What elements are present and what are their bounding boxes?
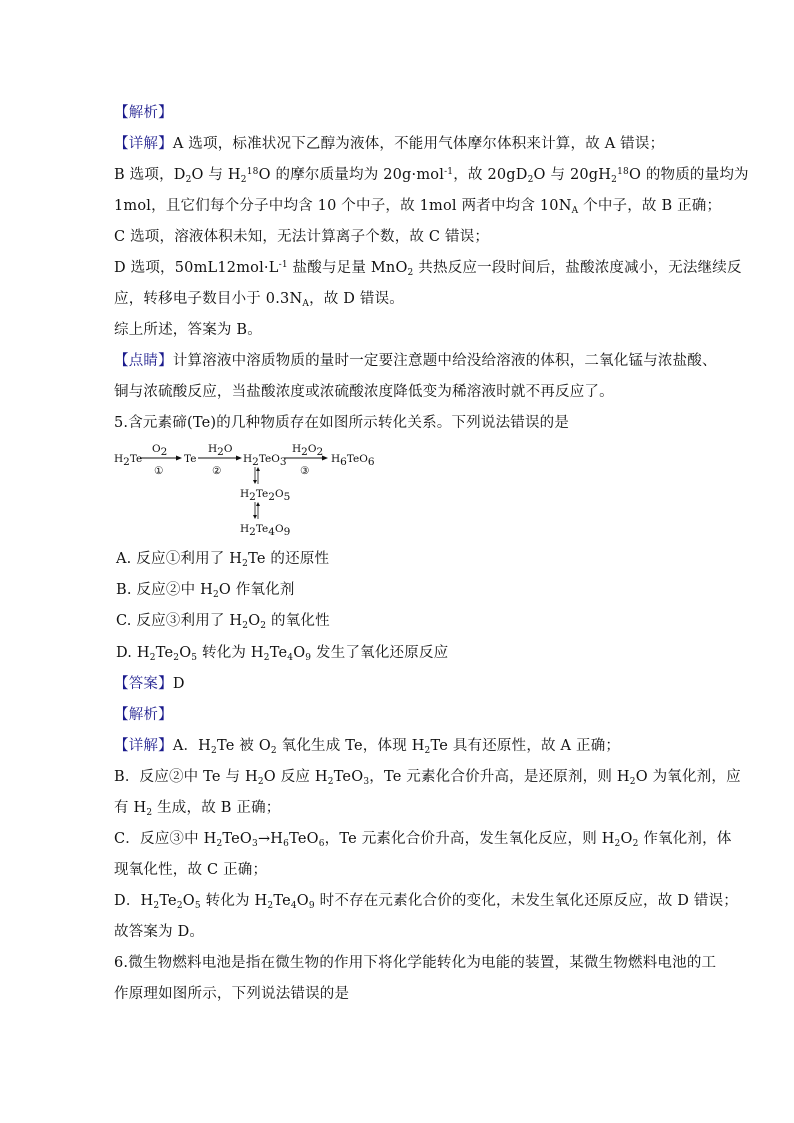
question-6-stem-1: 6.微生物燃料电池是指在微生物的作用下将化学能转化为电能的装置，某微生物燃料电池的工: [114, 955, 717, 971]
option-d: D. $H_2Te_2O_5$ 转化为 $H_2Te_4O_9$ 发生了氧化还原反应: [116, 645, 449, 663]
question-6-stem-2: 作原理如图所示，下列说法错误的是: [114, 986, 350, 1002]
detail-tag: 【详解】: [114, 136, 173, 152]
species-h6teo6: H6TeO6: [331, 453, 375, 468]
detail-line-c: C 选项，溶液体积未知，无法计算离子个数，故 C 错误；: [114, 229, 490, 245]
tip-tag: 【点睛】: [114, 353, 173, 369]
species-te: Te: [184, 453, 197, 465]
species-h2teo3: H2TeO3: [243, 453, 287, 468]
equilibrium-arrow-2: [253, 502, 260, 519]
explain-line-c1: C．反应③中 $H_2TeO_3\to H_6TeO_6$，Te 元素化合价升高，发生氧化反应，则 $H_2O_2$ 作氧化剂，体: [114, 831, 732, 849]
tellurium-conversion-diagram: [112, 440, 382, 540]
reagent-o2: O2: [152, 443, 168, 458]
option-a: A. 反应①利用了 $H_2Te$ 的还原性: [116, 551, 330, 569]
answer-tag: 【答案】: [114, 676, 173, 692]
reagent-h2o: H2O: [208, 443, 233, 458]
explain-line-a: 【详解】A．$H_2Te$ 被 $O_2$ 氧化生成 Te，体现 $H_2Te$ 具有还原性，故 A 正确；: [114, 738, 621, 756]
detail-line-a: 【详解】A 选项，标准状况下乙醇为液体，不能用气体摩尔体积来计算，故 A 错误；: [114, 136, 665, 152]
answer-value: D: [172, 676, 185, 692]
species-h2te: H2Te: [114, 453, 143, 468]
detail-line-b2: 1mol，且它们每个分子中均含 10 个中子，故 1mol 两者中均含 $10N_A$ 个中子，故 B 正确；: [114, 198, 722, 216]
answer-line: [114, 674, 185, 694]
species-h2te2o5: H2Te2O5: [240, 488, 291, 503]
species-h2te4o9: H2Te4O9: [240, 523, 291, 538]
arrow-step-2-head: [236, 456, 242, 461]
equilibrium-arrow-1: [253, 467, 260, 484]
summary-line: 综上所述，答案为 B。: [114, 322, 262, 338]
option-b: B. 反应②中 $H_2O$ 作氧化剂: [116, 582, 295, 600]
explain-line-d: D．$H_2Te_2O_5$ 转化为 $H_2Te_4O_9$ 时不存在元素化合价的变化，未发生氧化还原反应，故 D 错误；: [114, 893, 738, 911]
step-1-label: ①: [154, 465, 164, 477]
tip-line-1: 【点睛】计算溶液中溶质物质的量时一定要注意题中给没给溶液的体积，二氧化锰与浓盐酸、: [114, 353, 717, 369]
reagent-h2o2: H2O2: [292, 443, 324, 458]
tip-line-2: 铜与浓硫酸反应，当盐酸浓度或浓硫酸浓度降低变为稀溶液时就不再反应了。: [114, 384, 614, 400]
option-c: C. 反应③利用了 $H_2O_2$ 的氧化性: [116, 613, 330, 631]
analysis-heading-q5: 【解析】: [114, 707, 173, 723]
detail-line-d1: D 选项，$50mL12mol\cdot L^{-1}$ 盐酸与足量 MnO$_2$ 共热反应一段时间后，盐酸浓度减小，无法继续反: [114, 260, 742, 278]
conclusion-line: 故答案为 D。: [114, 924, 205, 940]
arrow-step-1-head: [176, 456, 182, 461]
question-5-stem: 5.含元素碲(Te)的几种物质存在如图所示转化关系。下列说法错误的是: [114, 415, 570, 431]
detail-line-b1: B 选项，$D_2O$ 与 $H_2^{18}O$ 的摩尔质量均为 20g·mol$^{-1}$，故 $20gD_2O$ 与 $20gH_2^{18}O$ 的物质的量均为: [114, 167, 749, 185]
explain-line-b2: 有 $H_2$ 生成，故 B 正确；: [114, 800, 281, 818]
detail-tag-q5: 【详解】: [114, 738, 173, 754]
step-3-label: ③: [300, 465, 310, 477]
detail-line-d2: 应，转移电子数目小于 $0.3N_A$，故 D 错误。: [114, 291, 405, 309]
explain-line-b1: B．反应②中 Te 与 $H_2O$ 反应 $H_2TeO_3$，Te 元素化合价升高，是还原剂，则 $H_2O$ 为氧化剂，应: [114, 769, 741, 787]
analysis-heading: 【解析】: [114, 105, 173, 121]
step-2-label: ②: [212, 465, 222, 477]
explain-line-c2: 现氧化性，故 C 正确；: [114, 862, 268, 878]
